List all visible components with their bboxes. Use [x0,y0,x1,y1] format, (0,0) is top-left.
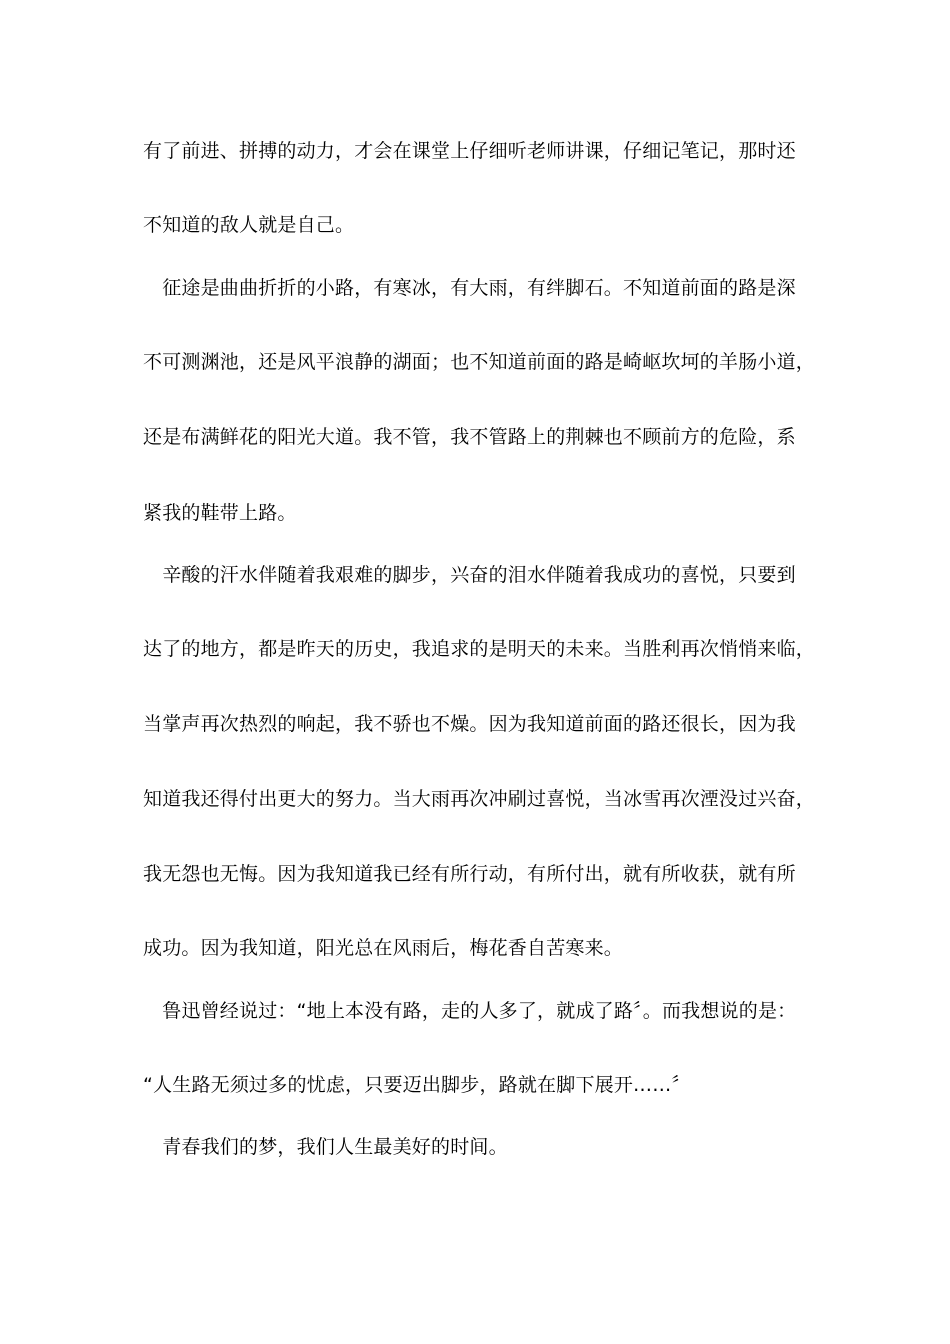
text-line-8: 达了的地方，都是昨天的历史，我追求的是明天的未来。当胜利再次悄悄来临， [143,638,816,660]
text-line-4: 不可测渊池，还是风平浪静的湖面；也不知道前面的路是崎岖坎坷的羊肠小道， [143,351,816,373]
text-line-14: “人生路无须过多的忧虑，只要迈出脚步，路就在脚下展开……〞 [143,1074,691,1096]
text-line-12: 成功。因为我知道，阳光总在风雨后，梅花香自苦寒来。 [143,937,624,959]
text-line-3: 征途是曲曲折折的小路，有寒冰，有大雨，有绊脚石。不知道前面的路是深 [143,277,796,299]
text-line-7: 辛酸的汗水伴随着我艰难的脚步，兴奋的泪水伴随着我成功的喜悦，只要到 [143,564,796,586]
text-line-15: 青春我们的梦，我们人生最美好的时间。 [143,1136,508,1158]
text-line-5: 还是布满鲜花的阳光大道。我不管，我不管路上的荆棘也不顾前方的危险，系 [143,426,796,448]
text-line-2: 不知道的敌人就是自己。 [143,214,355,236]
text-line-13: 鲁迅曾经说过：“地上本没有路，走的人多了，就成了路〞。而我想说的是： [143,1000,797,1022]
text-line-11: 我无怨也无悔。因为我知道我已经有所行动，有所付出，就有所收获，就有所 [143,863,796,885]
text-line-1: 有了前进、拼搏的动力，才会在课堂上仔细听老师讲课，仔细记笔记，那时还 [143,140,796,162]
text-line-10: 知道我还得付出更大的努力。当大雨再次冲刷过喜悦，当冰雪再次湮没过兴奋， [143,788,816,810]
text-line-9: 当掌声再次热烈的响起，我不骄也不燥。因为我知道前面的路还很长，因为我 [143,713,796,735]
text-line-6: 紧我的鞋带上路。 [143,502,297,524]
